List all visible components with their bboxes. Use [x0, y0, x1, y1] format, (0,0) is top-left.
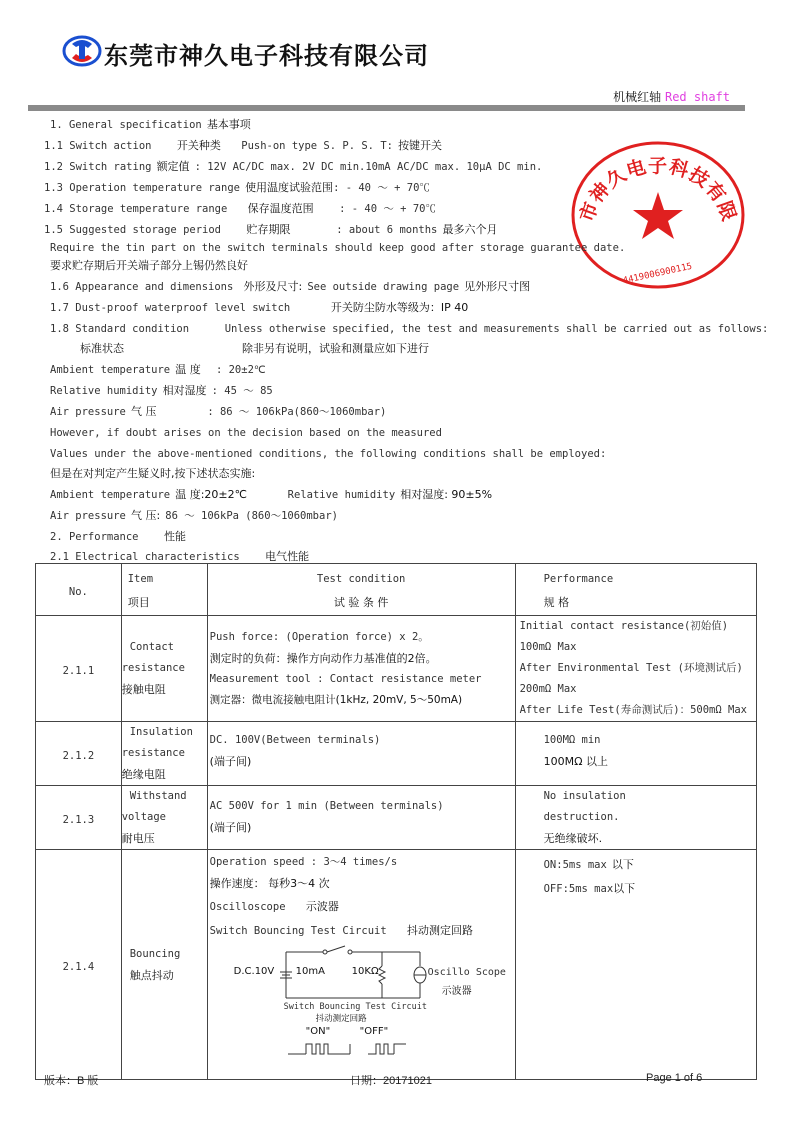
- circuit-resistor: 10KΩ: [351, 966, 379, 977]
- line-switch-rating: 1.2 Switch rating 额定值 : 12V AC/DC max. 2V DC min.10mA AC/DC max. 10μA DC min.: [44, 160, 543, 173]
- electrical-spec-table: [35, 563, 757, 1080]
- row-performance: ON:5ms max 以下 OFF:5ms max以下: [515, 850, 756, 1080]
- line-doubt-zh: 但是在对判定产生疑义时,按下述状态实施:: [50, 467, 256, 480]
- stamp-icon: [570, 140, 746, 290]
- line-electrical: 2.1 Electrical characteristics 电气性能: [50, 550, 310, 563]
- header-condition: Test condition 试 验 条 件: [207, 564, 515, 616]
- footer-page: Page 1 of 6: [646, 1072, 703, 1084]
- line-values-under: Values under the above-mentioned conditions, the following conditions shall be employed:: [50, 448, 607, 460]
- table-row: [36, 850, 757, 1080]
- line-operation-temp: 1.3 Operation temperature range 使用温度试验范围: - 40 ～ + 70℃: [44, 181, 430, 194]
- line-performance: 2. Performance 性能: [50, 530, 186, 543]
- row-condition: AC 500V for 1 min (Between terminals) (端子间): [207, 786, 515, 850]
- line-doubt-conditions: Ambient temperature 温 度:20±2℃ Relative humidity 相对湿度: 90±5%: [50, 488, 493, 501]
- product-name-zh: 机械红轴: [613, 90, 662, 104]
- line-doubt-pressure: Air pressure 气 压: 86 ～ 106kPa (860～1060mbar): [50, 509, 338, 522]
- row-item: Contact resistance 接触电阻: [121, 616, 207, 722]
- line-however: However, if doubt arises on the decision based on the measured: [50, 427, 442, 439]
- row-no: 2.1.4: [36, 850, 122, 1080]
- product-name-en: Red shaft: [664, 90, 730, 104]
- line-air-pressure: Air pressure 气 压 : 86 ～ 106kPa(860～1060mbar): [50, 405, 387, 418]
- waveform-off-label: "OFF": [359, 1026, 389, 1037]
- row-item: Bouncing 触点抖动: [121, 850, 207, 1080]
- line-require-tin-zh: 要求贮存期后开关端子部分上锡仍然良好: [50, 259, 248, 272]
- row-performance: 100MΩ min 100MΩ 以上: [515, 722, 756, 786]
- header-performance: Performance 规 格: [515, 564, 756, 616]
- product-label: [613, 88, 730, 105]
- circuit-caption-en: Switch Bouncing Test Circuit: [283, 1002, 427, 1012]
- header-rule: [28, 105, 745, 111]
- circuit-scope-en: Oscillo Scope: [427, 967, 506, 978]
- circuit-current: 10mA: [295, 966, 325, 977]
- footer-date: 日期：20171021: [350, 1075, 432, 1087]
- line-standard-condition-zh: 标准状态 除非另有说明，试验和测量应如下进行: [80, 342, 429, 355]
- header-no: No.: [36, 564, 122, 616]
- waveform-on-label: "ON": [305, 1026, 331, 1037]
- bouncing-test-circuit: [208, 942, 508, 1072]
- row-no: 2.1.2: [36, 722, 122, 786]
- line-storage-period: 1.5 Suggested storage period 贮存期限 : about 6 months 最多六个月: [44, 223, 498, 236]
- line-switch-action: 1.1 Switch action 开关种类 Push-on type S. P. S. T: 按键开关: [44, 139, 443, 152]
- table-row: [36, 786, 757, 850]
- line-standard-condition: 1.8 Standard condition Unless otherwise specified, the test and measurements shall be carried out as follows:: [50, 323, 769, 335]
- header-item: Item 项目: [121, 564, 207, 616]
- line-storage-temp: 1.4 Storage temperature range 保存温度范围 : - 40 ～ + 70℃: [44, 202, 436, 215]
- logo-icon: [62, 34, 102, 68]
- line-relative-humidity: Relative humidity 相对湿度 : 45 ～ 85: [50, 384, 273, 397]
- stamp-number: 4419006900115: [622, 261, 694, 287]
- line-appearance: 1.6 Appearance and dimensions 外形及尺寸: See outside drawing page 见外形尺寸图: [50, 280, 531, 293]
- row-item: Withstand voltage 耐电压: [121, 786, 207, 850]
- row-condition: Operation speed : 3～4 times/s 操作速度： 每秒3～4 次 Oscilloscope 示波器 Switch Bouncing Test Circuit 抖动测定回路 D.C.10V 10mA 10KΩ Oscillo Scope 示波器 Switch Bouncing Test Circuit 抖动测定回路 "ON" "OFF": [207, 850, 515, 1080]
- table-row: [36, 616, 757, 722]
- stamp-text: 市神久电子科技有限: [575, 155, 741, 225]
- row-condition: Push force: (Operation force) x 2。 测定时的负荷：操作方向动作力基准值的2倍。 Measurement tool : Contact resistance meter 测定器：微电流接触电阻计(1kHz, 20mV, 5～50mA): [207, 616, 515, 722]
- company-logo: [62, 34, 102, 68]
- footer-version: 版本：B 版: [44, 1075, 99, 1087]
- row-performance: No insulation destruction. 无绝缘破坏.: [515, 786, 756, 850]
- circuit-source: D.C.10V: [233, 966, 275, 977]
- row-item: Insulation resistance 绝缘电阻: [121, 722, 207, 786]
- line-require-tin: Require the tin part on the switch terminals should keep good after storage guarantee date.: [50, 242, 626, 254]
- row-condition: DC. 100V(Between terminals) (端子间): [207, 722, 515, 786]
- row-no: 2.1.1: [36, 616, 122, 722]
- company-stamp: [570, 140, 746, 290]
- circuit-scope-zh: 示波器: [441, 986, 472, 997]
- row-performance: Initial contact resistance(初始值) 100mΩ Max After Environmental Test (环境测试后) 200mΩ Max After Life Test(寿命测试后)：500mΩ Max: [515, 616, 756, 722]
- company-name: 东莞市神久电子科技有限公司: [104, 42, 429, 70]
- table-header-row: [36, 564, 757, 616]
- table-row: [36, 722, 757, 786]
- line-general: 1. General specification 基本事项: [50, 118, 251, 131]
- line-dustproof: 1.7 Dust-proof waterproof level switch 开关防尘防水等级为：IP 40: [50, 301, 469, 314]
- line-ambient-temp: Ambient temperature 温 度 : 20±2℃: [50, 363, 266, 376]
- row-no: 2.1.3: [36, 786, 122, 850]
- circuit-caption-zh: 抖动测定回路: [315, 1014, 367, 1024]
